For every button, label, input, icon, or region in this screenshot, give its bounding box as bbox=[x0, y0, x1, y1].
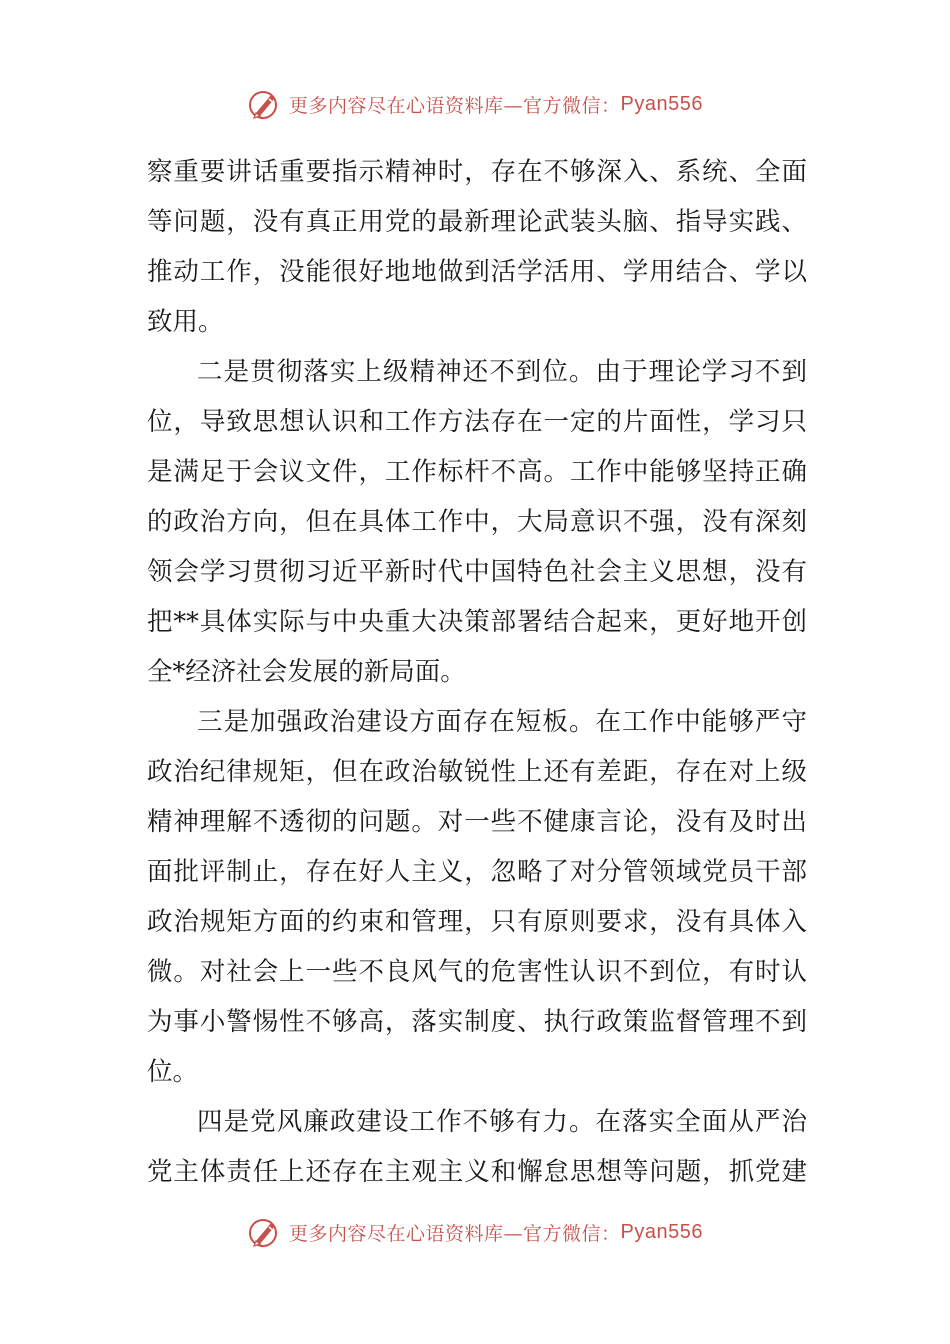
text-line: 全*经济社会发展的新局面。 bbox=[147, 657, 466, 687]
text-line: 领会学习贯彻习近平新时代中国特色社会主义思想，没有 bbox=[147, 557, 807, 587]
text-line: 的政治方向，但在具体工作中，大局意识不强，没有深刻 bbox=[147, 507, 807, 537]
header-banner bbox=[0, 84, 950, 124]
text-line: 把**具体实际与中央重大决策部署结合起来，更好地开创 bbox=[147, 607, 807, 637]
text-line: 为事小警惕性不够高，落实制度、执行政策监督管理不到 bbox=[147, 1007, 807, 1037]
text-line: 等问题，没有真正用党的最新理论武装头脑、指导实践、 bbox=[147, 207, 807, 237]
pen-logo-icon bbox=[247, 87, 281, 121]
text-line: 致用。 bbox=[147, 307, 224, 337]
banner-text: 更多内容尽在心语资料库—官方微信： bbox=[289, 94, 621, 117]
text-line: 察重要讲话重要指示精神时，存在不够深入、系统、全面 bbox=[147, 157, 807, 187]
text-line: 精神理解不透彻的问题。对一些不健康言论，没有及时出 bbox=[147, 807, 807, 837]
text-line: 政治规矩方面的约束和管理，只有原则要求，没有具体入 bbox=[147, 907, 807, 937]
text-line: 位，导致思想认识和工作方法存在一定的片面性，学习只 bbox=[147, 407, 807, 437]
text-line: 政治纪律规矩，但在政治敏锐性上还有差距，存在对上级 bbox=[147, 757, 807, 787]
paragraph-start-line: 三是加强政治建设方面存在短板。在工作中能够严守 bbox=[197, 707, 807, 737]
text-line: 微。对社会上一些不良风气的危害性认识不到位，有时认 bbox=[147, 957, 807, 987]
paragraph-start-line: 二是贯彻落实上级精神还不到位。由于理论学习不到 bbox=[197, 357, 807, 387]
document-body bbox=[147, 147, 807, 1197]
text-line: 位。 bbox=[147, 1057, 199, 1087]
text-line: 党主体责任上还存在主观主义和懈怠思想等问题，抓党建 bbox=[147, 1157, 807, 1187]
text-line: 推动工作，没能很好地地做到活学活用、学用结合、学以 bbox=[147, 257, 807, 287]
text-line: 是满足于会议文件，工作标杆不高。工作中能够坚持正确 bbox=[147, 457, 807, 487]
text-line: 面批评制止，存在好人主义，忽略了对分管领域党员干部 bbox=[147, 857, 807, 887]
banner-text: 更多内容尽在心语资料库—官方微信： bbox=[289, 1222, 621, 1245]
wechat-id: Pyan556 bbox=[620, 1220, 703, 1243]
footer-banner bbox=[0, 1212, 950, 1252]
pen-logo-icon bbox=[247, 1215, 281, 1249]
paragraph-start-line: 四是党风廉政建设工作不够有力。在落实全面从严治 bbox=[197, 1107, 807, 1137]
wechat-id: Pyan556 bbox=[620, 92, 703, 115]
